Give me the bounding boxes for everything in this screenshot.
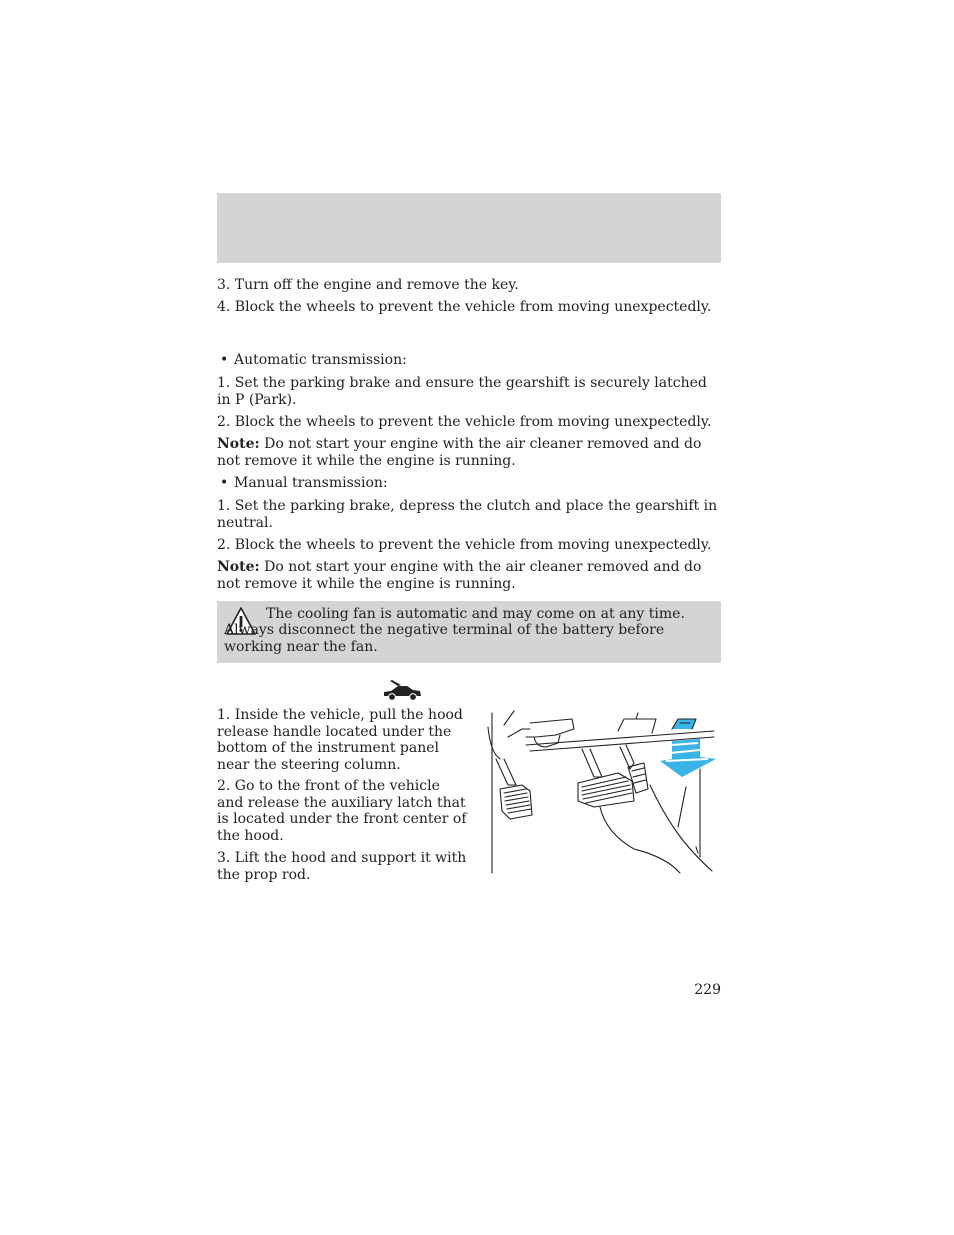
- warning-box: [217, 601, 721, 663]
- section-header-band: [217, 193, 721, 263]
- page-number: 229: [694, 982, 721, 998]
- note-label: Note:: [217, 436, 260, 452]
- automatic-step-2: 2. Block the wheels to prevent the vehicle from moving unexpectedly.: [217, 414, 712, 430]
- heading-text: Manual transmission:: [234, 475, 388, 491]
- manual-transmission-heading: [217, 475, 738, 492]
- hood-step-3: 3. Lift the hood and support it with the prop rod.: [217, 850, 467, 883]
- heading-text: Automatic transmission:: [234, 352, 407, 368]
- manual-step-1: 1. Set the parking brake, depress the clutch and place the gearshift in neutral.: [217, 498, 718, 531]
- note-text: Do not start your engine with the air cleaner removed and do not remove it while the engine is running.: [217, 559, 702, 592]
- bullet-dot: •: [220, 352, 229, 368]
- step-turn-off-engine: 3. Turn off the engine and remove the key.: [217, 277, 519, 293]
- hood-open-car-icon: [381, 679, 423, 703]
- hood-release-pedals-illustration: [486, 707, 722, 877]
- automatic-note: [217, 436, 721, 469]
- step-block-wheels: 4. Block the wheels to prevent the vehicle from moving unexpectedly.: [217, 299, 712, 315]
- hood-step-1: 1. Inside the vehicle, pull the hood release handle located under the bottom of the instrument panel near the steering column.: [217, 707, 463, 773]
- manual-note: [217, 559, 721, 592]
- bullet-dot: •: [220, 475, 229, 491]
- automatic-transmission-heading: [217, 352, 738, 369]
- note-label: Note:: [217, 559, 260, 575]
- automatic-step-1: 1. Set the parking brake and ensure the gearshift is securely latched in P (Park).: [217, 375, 707, 408]
- note-text: Do not start your engine with the air cleaner removed and do not remove it while the engine is running.: [217, 436, 702, 469]
- hood-step-2: 2. Go to the front of the vehicle and release the auxiliary latch that is located under the front center of the hood.: [217, 778, 467, 844]
- warning-text: The cooling fan is automatic and may come on at any time. Always disconnect the negative terminal of the battery before working near the fan.: [224, 606, 685, 655]
- manual-step-2: 2. Block the wheels to prevent the vehicle from moving unexpectedly.: [217, 537, 712, 553]
- pull-direction-arrow-icon: [660, 739, 716, 777]
